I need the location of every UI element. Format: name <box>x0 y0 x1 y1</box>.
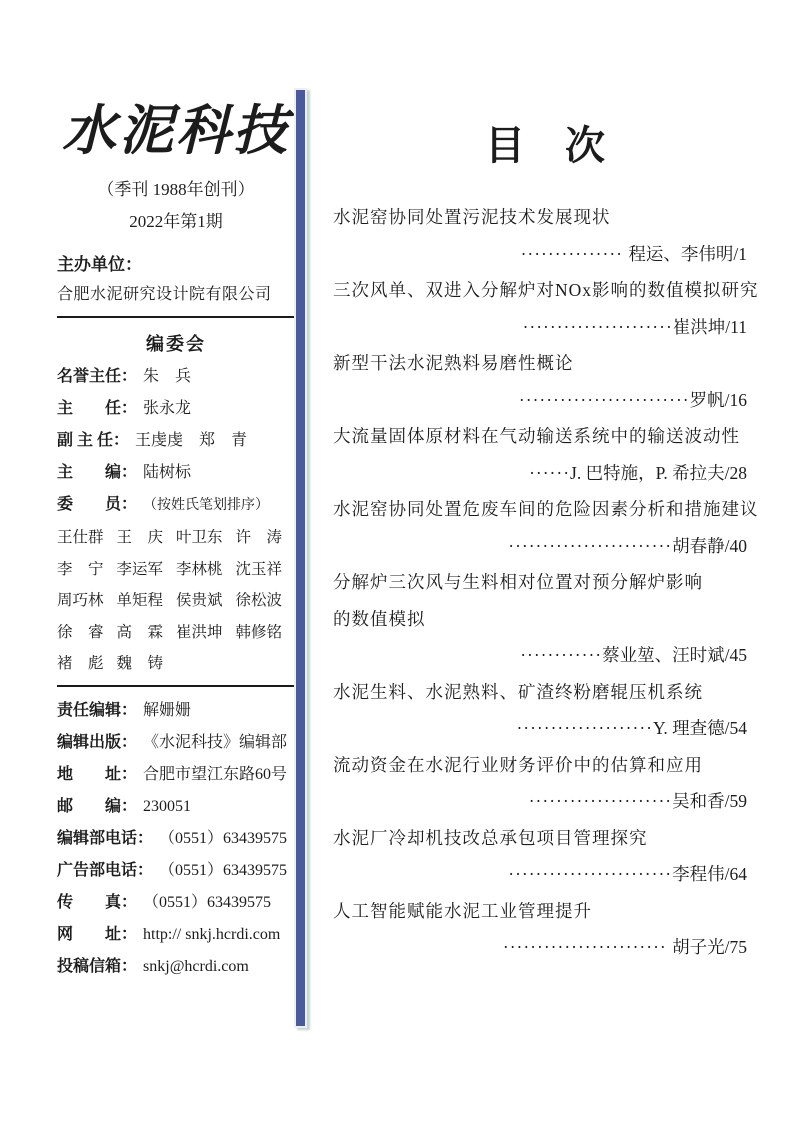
info-label: 编辑出版： <box>57 733 138 751</box>
toc-entry-title: 新型干法水泥熟料易磨性概论 <box>333 353 574 373</box>
toc-entry-byline <box>333 647 757 665</box>
role-label: 委 员： <box>57 496 138 514</box>
info-value: 合肥市望江东路60号 <box>143 765 288 783</box>
toc-entry-title-line2: 的数值模拟 <box>333 608 426 629</box>
toc-entry-byline <box>333 462 757 483</box>
toc-authors-page: J. 巴特施，P. 希拉夫/28 <box>570 462 747 483</box>
toc-authors-page: 吴和香/59 <box>672 791 747 811</box>
toc-entry <box>333 900 757 957</box>
committee-members-grid <box>57 530 295 672</box>
role-value: 王虔虔 郑 青 <box>135 432 248 450</box>
masthead-column <box>57 96 295 975</box>
journal-title: 水泥科技 <box>62 101 290 161</box>
toc-authors-page: 胡子光/75 <box>672 937 747 957</box>
journal-issue: 2022年第1期 <box>129 212 223 232</box>
info-row-website <box>57 927 295 943</box>
committee-member: 李 宁 <box>57 560 104 578</box>
toc-entry <box>333 754 757 811</box>
info-label: 投稿信箱： <box>57 957 138 975</box>
info-label: 传 真： <box>57 893 138 911</box>
committee-member: 徐松波 <box>235 592 283 610</box>
committee-member: 褚 彪 <box>57 655 104 673</box>
toc-authors-page: 罗帆/16 <box>689 389 747 410</box>
toc-entry-byline <box>333 720 757 738</box>
info-row-editorial-phone <box>57 831 295 847</box>
info-row-submission-email <box>57 959 295 975</box>
role-label: 名誉主任： <box>57 368 138 386</box>
committee-member: 高 霖 <box>116 623 164 641</box>
toc-entry-byline <box>333 389 757 410</box>
toc-entry-title: 人工智能赋能水泥工业管理提升 <box>333 900 592 921</box>
toc-entry-title: 三次风单、双进入分解炉对NOx影响的数值模拟研究 <box>333 280 759 300</box>
info-row-ad-phone <box>57 863 295 879</box>
committee-member: 徐 睿 <box>57 623 104 641</box>
toc-entry-title: 流动资金在水泥行业财务评价中的估算和应用 <box>333 754 703 775</box>
toc-entry-title: 水泥厂冷却机技改总承包项目管理探究 <box>333 827 648 848</box>
committee-member: 崔洪坤 <box>176 623 223 641</box>
info-value: 解姗姗 <box>143 701 192 719</box>
committee-member: 单矩程 <box>116 592 164 610</box>
committee-member: 韩修铭 <box>235 623 283 641</box>
divider-bar <box>294 88 307 1028</box>
role-row-chief-editor <box>57 465 295 481</box>
role-value: 朱 兵 <box>143 368 192 386</box>
toc-header: 目 次 <box>485 123 605 168</box>
committee-member: 王 庆 <box>116 529 164 547</box>
toc-entry-byline <box>333 535 757 556</box>
journal-frequency: （季刊 1988年创刊） <box>97 180 255 200</box>
info-row-postcode <box>57 799 295 815</box>
committee-member: 李林桃 <box>176 560 223 578</box>
role-value: （按姓氏笔划排序） <box>143 498 270 514</box>
toc-entry <box>333 574 757 665</box>
role-row-deputy-director <box>57 433 295 449</box>
role-label: 主 任： <box>57 400 138 418</box>
toc-leader-dots: ······ <box>529 462 571 483</box>
committee-member: 李运军 <box>116 560 164 578</box>
toc-authors-page: 蔡业堃、汪时斌/45 <box>602 645 747 665</box>
toc-entry <box>333 209 757 263</box>
role-label: 主 编： <box>57 464 138 482</box>
info-row-address <box>57 767 295 783</box>
info-label: 网 址： <box>57 925 138 943</box>
toc-authors-page: 程运、李伟明/1 <box>628 243 747 264</box>
toc-entry-title: 水泥生料、水泥熟料、矿渣终粉磨辊压机系统 <box>333 681 703 702</box>
toc-leader-dots: ························ <box>508 864 673 884</box>
info-label: 编辑部电话： <box>57 829 154 847</box>
committee-member: 王仕群 <box>57 529 104 547</box>
info-value: （0551）63439575 <box>159 861 288 879</box>
toc-entry-title: 水泥窑协同处置危废车间的危险因素分析和措施建议 <box>333 499 759 519</box>
website-url: http:// snkj.hcrdi.com <box>143 925 281 943</box>
toc-leader-dots: ···················· <box>516 718 653 738</box>
role-value: 张永龙 <box>143 400 192 418</box>
organizer-label: 主办单位： <box>57 255 142 275</box>
info-label: 邮 编： <box>57 797 138 815</box>
toc-entry <box>333 681 757 738</box>
toc-authors-page: 胡春静/40 <box>672 535 747 556</box>
toc-entry-byline <box>333 316 757 337</box>
info-value: 230051 <box>143 797 192 815</box>
committee-member: 许 涛 <box>235 529 283 547</box>
toc-authors-page: Y. 理查德/54 <box>653 718 747 738</box>
toc-entry-byline <box>333 243 757 264</box>
committee-member: 叶卫东 <box>176 529 223 547</box>
toc-entry <box>333 501 757 555</box>
committee-member: 沈玉祥 <box>235 560 283 578</box>
toc-entry <box>333 827 757 884</box>
toc-leader-dots: ············ <box>520 645 603 665</box>
info-value: 《水泥科技》编辑部 <box>143 733 288 751</box>
separator-line-bottom <box>57 685 295 687</box>
committee-member: 魏 铸 <box>116 655 164 673</box>
committee-member: 周巧林 <box>57 592 104 610</box>
organizer-name: 合肥水泥研究设计院有限公司 <box>57 286 272 304</box>
info-label: 地 址： <box>57 765 138 783</box>
info-value: （0551）63439575 <box>159 829 288 847</box>
toc-entry-title: 大流量固体原材料在气动输送系统中的输送波动性 <box>333 426 740 446</box>
toc-entry-byline <box>333 793 757 811</box>
info-row-responsible-editor <box>57 703 295 719</box>
info-row-publisher <box>57 735 295 751</box>
toc-leader-dots: ··············· <box>520 243 629 264</box>
toc-leader-dots: ····················· <box>528 791 673 811</box>
toc-entry <box>333 428 757 482</box>
toc-list <box>333 209 757 957</box>
toc-entry <box>333 282 757 336</box>
toc-entry-title: 水泥窑协同处置污泥技术发展现状 <box>333 207 611 227</box>
toc-entry-title: 分解炉三次风与生料相对位置对预分解炉影响 <box>333 572 703 592</box>
role-row-honorary-director <box>57 369 295 385</box>
toc-column <box>333 123 759 976</box>
info-value: （0551）63439575 <box>143 893 272 911</box>
committee-member: 侯贵斌 <box>176 592 223 610</box>
toc-entry <box>333 355 757 409</box>
toc-authors-page: 崔洪坤/11 <box>672 316 747 337</box>
info-label: 责任编辑： <box>57 701 138 719</box>
role-value: 陆树标 <box>143 464 192 482</box>
role-label: 副 主 任： <box>57 432 130 450</box>
toc-leader-dots: ························ <box>508 535 673 556</box>
info-row-fax <box>57 895 295 911</box>
role-row-director <box>57 401 295 417</box>
toc-entry-byline <box>333 939 757 957</box>
toc-authors-page: 李程伟/64 <box>672 864 747 884</box>
toc-entry-byline <box>333 866 757 884</box>
toc-leader-dots: ························ <box>502 937 673 957</box>
separator-line-top <box>57 316 295 318</box>
editorial-board-header: 编委会 <box>146 334 206 355</box>
role-row-committee-members <box>57 497 295 513</box>
info-label: 广告部电话： <box>57 861 154 879</box>
submission-email: snkj@hcrdi.com <box>143 957 249 975</box>
toc-leader-dots: ······················ <box>522 316 673 337</box>
toc-leader-dots: ························· <box>518 389 690 410</box>
